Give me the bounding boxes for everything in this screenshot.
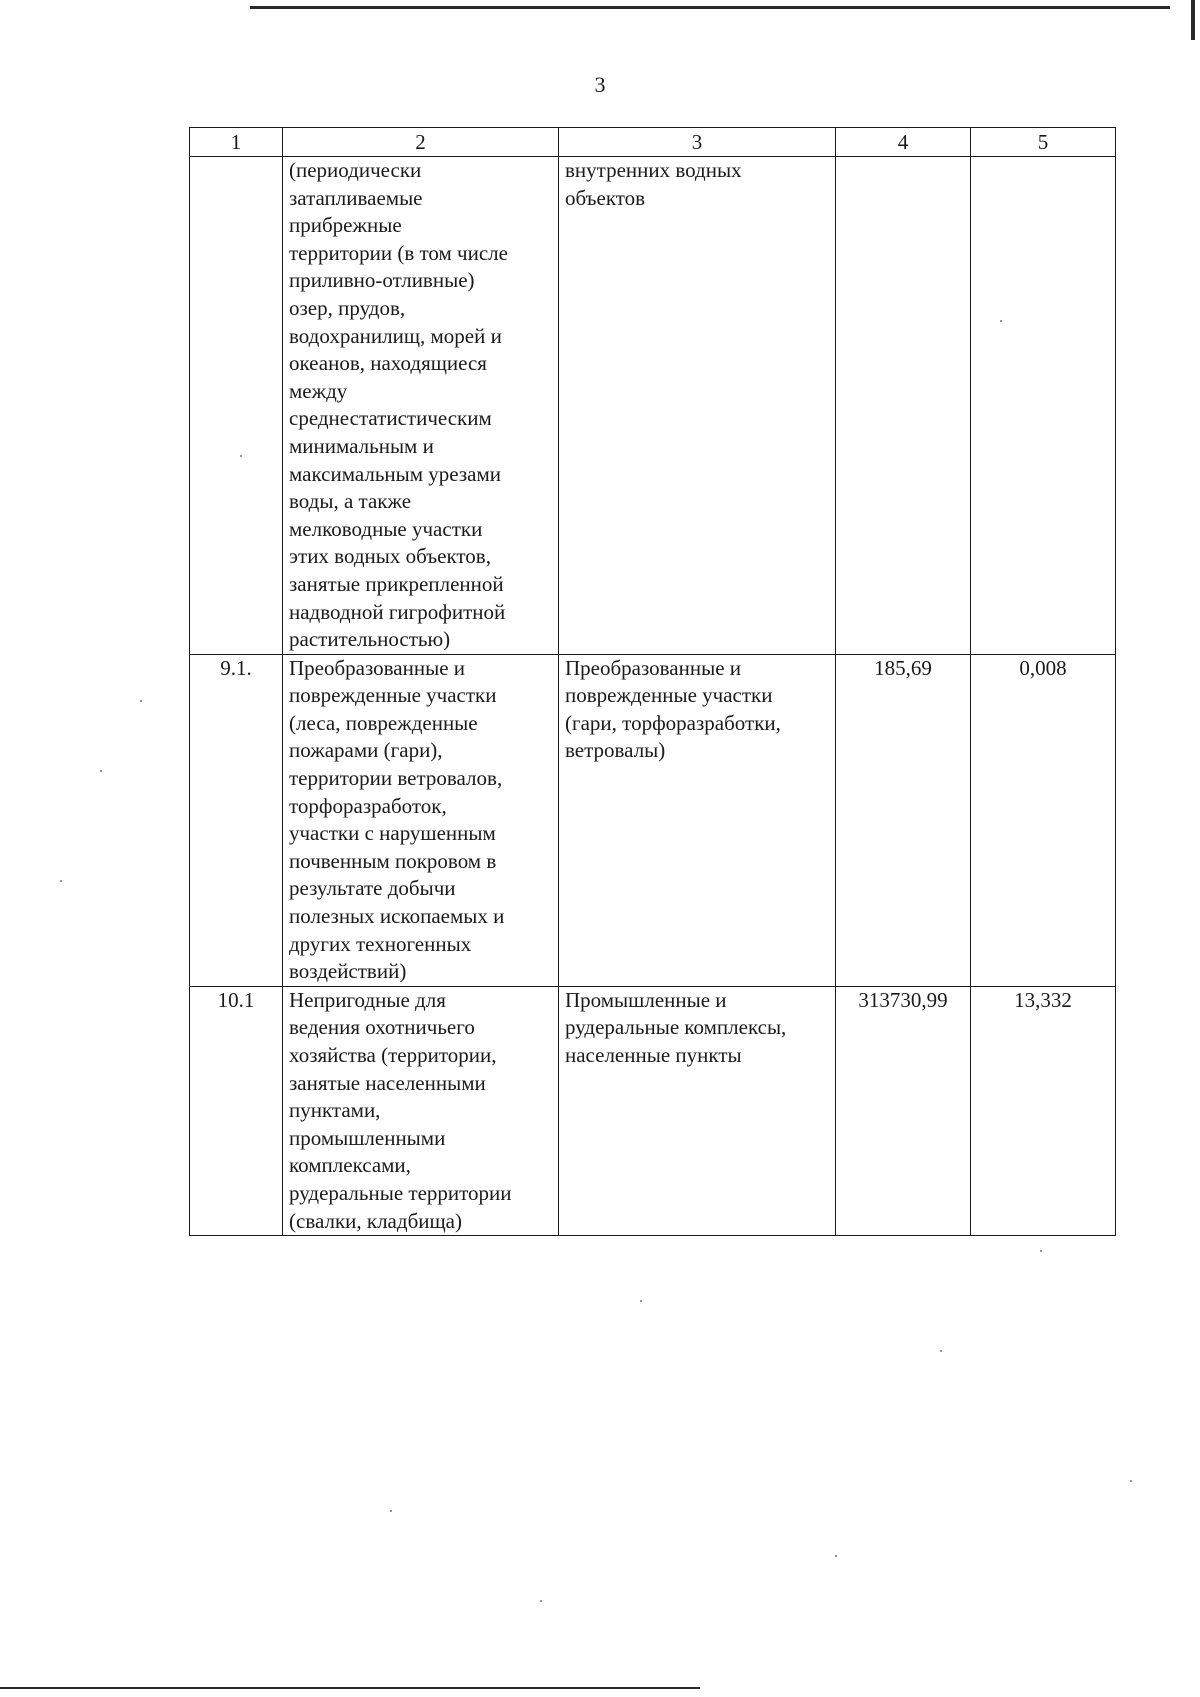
column-header: 5 — [971, 128, 1116, 157]
cell-text-line: рудеральные комплексы, — [565, 1015, 787, 1040]
cell-text-line: внутренних водных — [565, 158, 742, 182]
cell-text-line: воды, а также — [289, 489, 412, 514]
row-number-cell: 10.1 — [190, 986, 283, 1235]
cell-text-line: ведения охотничьего — [289, 1015, 475, 1040]
area-cell: 313730,99 — [836, 986, 971, 1235]
scan-speck — [240, 455, 242, 457]
cell-text-line: максимальным урезами — [289, 461, 502, 486]
share-cell: 0,008 — [971, 654, 1116, 986]
cell-text-line: поврежденные участки — [565, 683, 773, 708]
column-header: 3 — [559, 128, 836, 157]
table-header-row — [190, 128, 1116, 157]
scan-speck — [540, 1600, 542, 1602]
cell-text-line: других техногенных — [289, 931, 472, 956]
cell-text-line: занятые прикрепленной — [289, 571, 504, 596]
cell-text-line: озер, прудов, — [289, 295, 406, 320]
cell-text-line: (свалки, кладбища) — [289, 1208, 462, 1233]
cell-text-line: затапливаемые — [289, 185, 423, 210]
area-cell — [836, 157, 971, 655]
cell-text-line: пунктами, — [289, 1098, 381, 1123]
row-number-cell: 9.1. — [190, 654, 283, 986]
share-cell — [971, 157, 1116, 655]
cell-text-line: территории ветровалов, — [289, 766, 503, 791]
cell-text-line: растительностью) — [289, 627, 451, 652]
cell-text-line: пожарами (гари), — [289, 738, 443, 763]
page-number: 3 — [594, 72, 606, 97]
cell-text-line: Непригодные для — [289, 987, 446, 1012]
cell-text-line: воздействий) — [289, 959, 407, 984]
cell-text-line: океанов, находящиеся — [289, 351, 487, 376]
table-row — [190, 986, 1116, 1235]
cell-text-line: почвенным покровом в — [289, 848, 497, 873]
cell-text-line: (гари, торфоразработки, — [565, 710, 781, 735]
cell-text-line: среднестатистическим — [289, 406, 492, 431]
row-number-cell — [190, 157, 283, 655]
habitat-type-cell — [559, 157, 836, 655]
cell-text-line: приливно-отливные) — [289, 268, 475, 293]
column-header: 1 — [190, 128, 283, 157]
cell-text-line: занятые населенными — [289, 1070, 486, 1095]
land-category-cell — [283, 654, 559, 986]
share-cell: 13,332 — [971, 986, 1116, 1235]
cell-text-line: надводной гигрофитной — [289, 599, 506, 624]
scan-speck — [1000, 320, 1002, 322]
land-category-cell — [283, 986, 559, 1235]
area-cell: 185,69 — [836, 654, 971, 986]
cell-text-line: результате добычи — [289, 876, 456, 901]
scan-speck — [390, 1510, 392, 1512]
cell-text-line: (леса, поврежденные — [289, 710, 478, 735]
cell-text-line: торфоразработок, — [289, 793, 447, 818]
column-header: 4 — [836, 128, 971, 157]
scan-speck — [60, 880, 62, 882]
scan-speck — [940, 1350, 942, 1352]
habitat-type-cell — [559, 654, 836, 986]
cell-text-line: (периодически — [289, 158, 422, 182]
cell-text-line: населенные пункты — [565, 1043, 742, 1067]
cell-text-line: полезных ископаемых и — [289, 904, 505, 929]
cell-text-line: хозяйства (территории, — [289, 1043, 497, 1067]
scan-speck — [1040, 1250, 1042, 1252]
land-category-cell — [283, 157, 559, 655]
scan-border-bottom — [0, 1687, 700, 1689]
cell-text-line: объектов — [565, 185, 646, 210]
scan-speck — [835, 1555, 837, 1557]
cell-text-line: Промышленные и — [565, 987, 727, 1012]
cell-text-line: поврежденные участки — [289, 683, 497, 708]
cell-text-line: рудеральные территории — [289, 1180, 512, 1205]
scan-speck — [640, 1300, 642, 1302]
cell-text-line: промышленными — [289, 1125, 446, 1150]
cell-text-line: участки с нарушенным — [289, 821, 496, 846]
cell-text-line: ветровалы) — [565, 738, 666, 763]
cell-text-line: Преобразованные и — [565, 655, 742, 680]
table-row — [190, 157, 1116, 655]
data-table — [189, 127, 1116, 1236]
cell-text-line: комплексами, — [289, 1153, 411, 1178]
table-row — [190, 654, 1116, 986]
scan-border-right — [1191, 0, 1195, 40]
habitat-type-cell — [559, 986, 836, 1235]
cell-text-line: территории (в том числе — [289, 240, 508, 265]
column-header: 2 — [283, 128, 559, 157]
cell-text-line: мелководные участки — [289, 516, 483, 541]
cell-text-line: Преобразованные и — [289, 655, 466, 680]
cell-text-line: водохранилищ, морей и — [289, 323, 502, 348]
cell-text-line: прибрежные — [289, 213, 402, 238]
scan-border-top — [250, 6, 1170, 9]
cell-text-line: минимальным и — [289, 433, 434, 458]
scan-speck — [140, 700, 142, 702]
scan-speck — [1130, 1480, 1132, 1482]
scan-speck — [100, 770, 102, 772]
cell-text-line: этих водных объектов, — [289, 544, 491, 569]
cell-text-line: между — [289, 378, 348, 403]
